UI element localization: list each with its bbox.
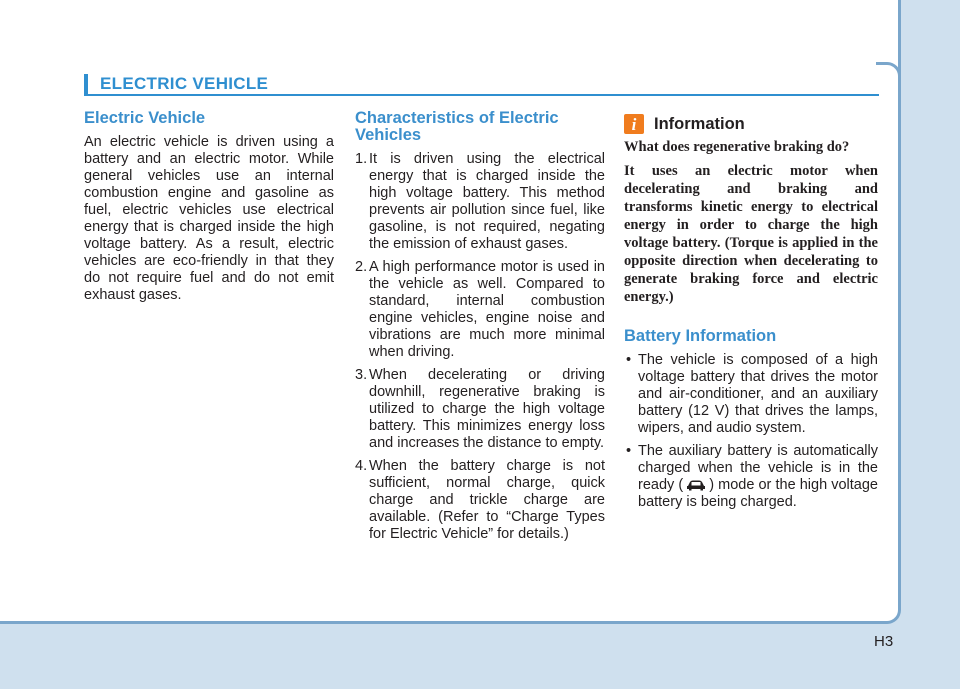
characteristics-list <box>355 151 605 543</box>
header-rule <box>84 94 879 96</box>
list-item <box>355 259 605 361</box>
info-title: Information <box>654 114 745 133</box>
item-text: When the battery charge is not sufficient, normal charge, quick charge and trickle charge are available. (Refer to “Charge Types for Electric Vehicle” for details.) <box>369 458 605 542</box>
page-number: H3 <box>874 633 894 650</box>
header-accent-bar <box>84 74 88 94</box>
bullet-text-before: The auxiliary battery is automatically charged when the vehicle is in the ready ( <box>638 443 878 493</box>
list-item <box>624 443 878 511</box>
item-number: 1. <box>355 151 368 167</box>
item-text: It is driven using the electrical energy that is charged inside the high voltage battery. This method prevents air pollution since fuel, like gasoline, is not required, negating the emission of exhaust gases. <box>369 151 605 252</box>
heading-characteristics: Characteristics of Electric Vehicles <box>355 109 559 144</box>
bullet-text-after: ) mode or the high voltage battery is being charged. <box>638 477 878 510</box>
column-electric-vehicle <box>84 110 334 304</box>
ready-car-icon <box>685 479 707 491</box>
info-header <box>624 114 878 134</box>
list-item <box>624 352 878 437</box>
heading-electric-vehicle: Electric Vehicle <box>84 109 206 127</box>
item-text: When decelerating or driving downhill, regenerative braking is utilized to charge the high voltage battery. This minimizes energy loss and increases the distance to empty. <box>369 367 605 451</box>
info-answer: It uses an electric motor when decelerating and braking and transforms kinetic energy to electrical energy in order to charge the high voltage battery. (Torque is applied in the opposite direction when decelerating to generate braking force and electric energy.) <box>624 163 878 305</box>
column-information <box>624 110 878 517</box>
item-number: 3. <box>355 367 368 383</box>
bullet-text: The vehicle is composed of a high voltage battery that drives the motor and air-conditioner, and an auxiliary battery (12 V) that drives the lamps, wipers, and audio system. <box>638 352 878 436</box>
heading-battery-information: Battery Information <box>624 327 777 345</box>
list-item <box>355 367 605 452</box>
battery-bullets <box>624 352 878 511</box>
item-number: 2. <box>355 259 368 275</box>
electric-vehicle-paragraph: An electric vehicle is driven using a battery and an electric motor. While general vehicles use an internal combustion engine and gasoline as fuel, electric vehicles use electrical energy that is charged inside the high voltage battery. As a result, electric vehicles are eco-friendly in that they do not require fuel and do not emit exhaust gases. <box>84 134 334 303</box>
item-text: A high performance motor is used in the vehicle as well. Compared to standard, internal combustion engine vehicles, engine noise and vibrations are much more minimal when driving. <box>369 259 605 360</box>
item-number: 4. <box>355 458 368 474</box>
info-question: What does regenerative braking do? <box>624 139 850 155</box>
info-icon: i <box>624 114 644 134</box>
section-title: ELECTRIC VEHICLE <box>100 74 269 93</box>
list-item <box>355 458 605 543</box>
list-item <box>355 151 605 253</box>
column-characteristics <box>355 110 605 549</box>
